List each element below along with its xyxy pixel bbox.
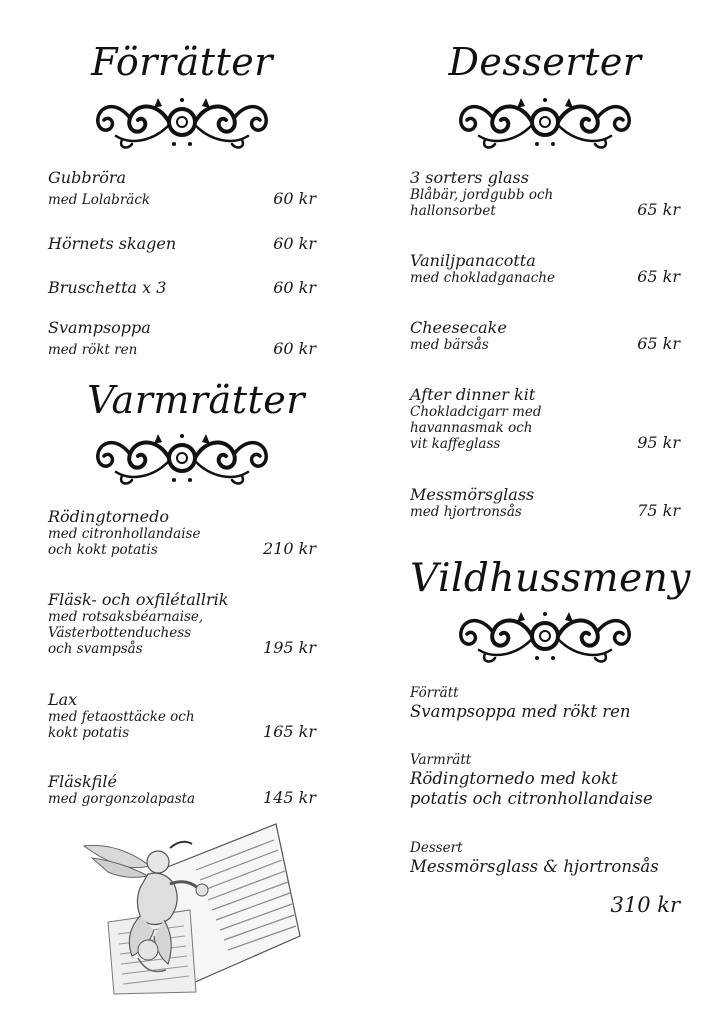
item-price: 60 kr bbox=[273, 339, 316, 358]
menu-item bbox=[410, 318, 680, 353]
menu-item bbox=[48, 234, 316, 253]
menu-item bbox=[410, 251, 680, 286]
flourish-ornament-icon bbox=[455, 92, 635, 152]
item-description: med rotsaksbéarnaise, bbox=[48, 609, 204, 625]
item-name: After dinner kit bbox=[410, 385, 536, 404]
item-price: 75 kr bbox=[637, 501, 680, 520]
angel-engraving-illustration bbox=[78, 818, 306, 996]
menu-item bbox=[48, 690, 316, 741]
item-name: Svampsoppa bbox=[48, 318, 151, 337]
section-title-vildhussmeny: Vildhussmeny bbox=[410, 556, 691, 601]
item-price: 60 kr bbox=[273, 278, 316, 297]
item-name: Rödingtornedo bbox=[48, 507, 169, 526]
item-description: med gorgonzolapasta bbox=[48, 791, 196, 807]
item-description: Västerbottenduchess bbox=[48, 625, 192, 641]
course-label: Varmrätt bbox=[410, 752, 472, 768]
item-description: vit kaffeglass bbox=[410, 436, 501, 452]
menu-item bbox=[48, 507, 316, 558]
item-price: 60 kr bbox=[273, 234, 316, 253]
item-name: Vaniljpanacotta bbox=[410, 251, 536, 270]
flourish-ornament-icon bbox=[92, 428, 272, 488]
course-label: Dessert bbox=[410, 840, 463, 856]
item-price: 165 kr bbox=[263, 722, 316, 741]
item-description: med Lolabräck bbox=[48, 192, 151, 208]
item-price: 65 kr bbox=[637, 200, 680, 219]
course-dish: Rödingtornedo med kokt bbox=[410, 769, 618, 788]
item-name: Fläsk- och oxfilétallrik bbox=[48, 590, 229, 609]
menu-item bbox=[48, 278, 316, 297]
item-description: och kokt potatis bbox=[48, 542, 158, 558]
item-description: med bärsås bbox=[410, 337, 489, 353]
item-price: 95 kr bbox=[637, 433, 680, 452]
flourish-ornament-icon bbox=[455, 606, 635, 666]
item-description: hallonsorbet bbox=[410, 203, 496, 219]
item-name: Gubbröra bbox=[48, 168, 127, 187]
item-description: med citronhollandaise bbox=[48, 526, 201, 542]
item-description: med rökt ren bbox=[48, 342, 138, 358]
menu-item bbox=[410, 168, 680, 219]
item-price: 65 kr bbox=[637, 334, 680, 353]
flourish-ornament-icon bbox=[92, 92, 272, 152]
item-description: kokt potatis bbox=[48, 725, 130, 741]
menu-item bbox=[410, 485, 680, 520]
item-price: 60 kr bbox=[273, 189, 316, 208]
set-course bbox=[410, 752, 680, 809]
item-name: Hörnets skagen bbox=[48, 234, 177, 253]
item-description: havannasmak och bbox=[410, 420, 533, 436]
set-course bbox=[410, 685, 680, 722]
item-price: 65 kr bbox=[637, 267, 680, 286]
set-course bbox=[410, 840, 680, 877]
section-title-forratter: Förrätter bbox=[91, 40, 273, 84]
item-price: 145 kr bbox=[263, 788, 316, 807]
set-menu-price: 310 kr bbox=[610, 893, 680, 917]
item-description: Blåbär, jordgubb och bbox=[410, 187, 554, 203]
item-name: Bruschetta x 3 bbox=[48, 278, 167, 297]
item-name: Fläskfilé bbox=[48, 772, 117, 791]
item-description: med fetaosttäcke och bbox=[48, 709, 195, 725]
item-price: 210 kr bbox=[263, 539, 316, 558]
item-price: 195 kr bbox=[263, 638, 316, 657]
course-dish: Svampsoppa med rökt ren bbox=[410, 702, 631, 721]
menu-item bbox=[48, 590, 316, 657]
item-description: Chokladcigarr med bbox=[410, 404, 542, 420]
menu-item bbox=[48, 772, 316, 807]
menu-item bbox=[48, 168, 316, 208]
menu-item bbox=[410, 385, 680, 452]
item-name: 3 sorters glass bbox=[410, 168, 529, 187]
right-column bbox=[410, 0, 691, 1024]
item-description: och svampsås bbox=[48, 641, 143, 657]
item-description: med hjortronsås bbox=[410, 504, 522, 520]
item-description: med chokladganache bbox=[410, 270, 555, 286]
item-name: Messmörsglass bbox=[410, 485, 535, 504]
course-dish: Messmörsglass & hjortronsås bbox=[410, 857, 659, 876]
menu-item bbox=[48, 318, 316, 358]
course-dish: potatis och citronhollandaise bbox=[410, 789, 653, 808]
item-name: Cheesecake bbox=[410, 318, 507, 337]
section-title-desserter: Desserter bbox=[448, 40, 642, 84]
section-title-varmratter: Varmrätter bbox=[87, 378, 305, 422]
course-label: Förrätt bbox=[410, 685, 459, 701]
item-name: Lax bbox=[48, 690, 78, 709]
